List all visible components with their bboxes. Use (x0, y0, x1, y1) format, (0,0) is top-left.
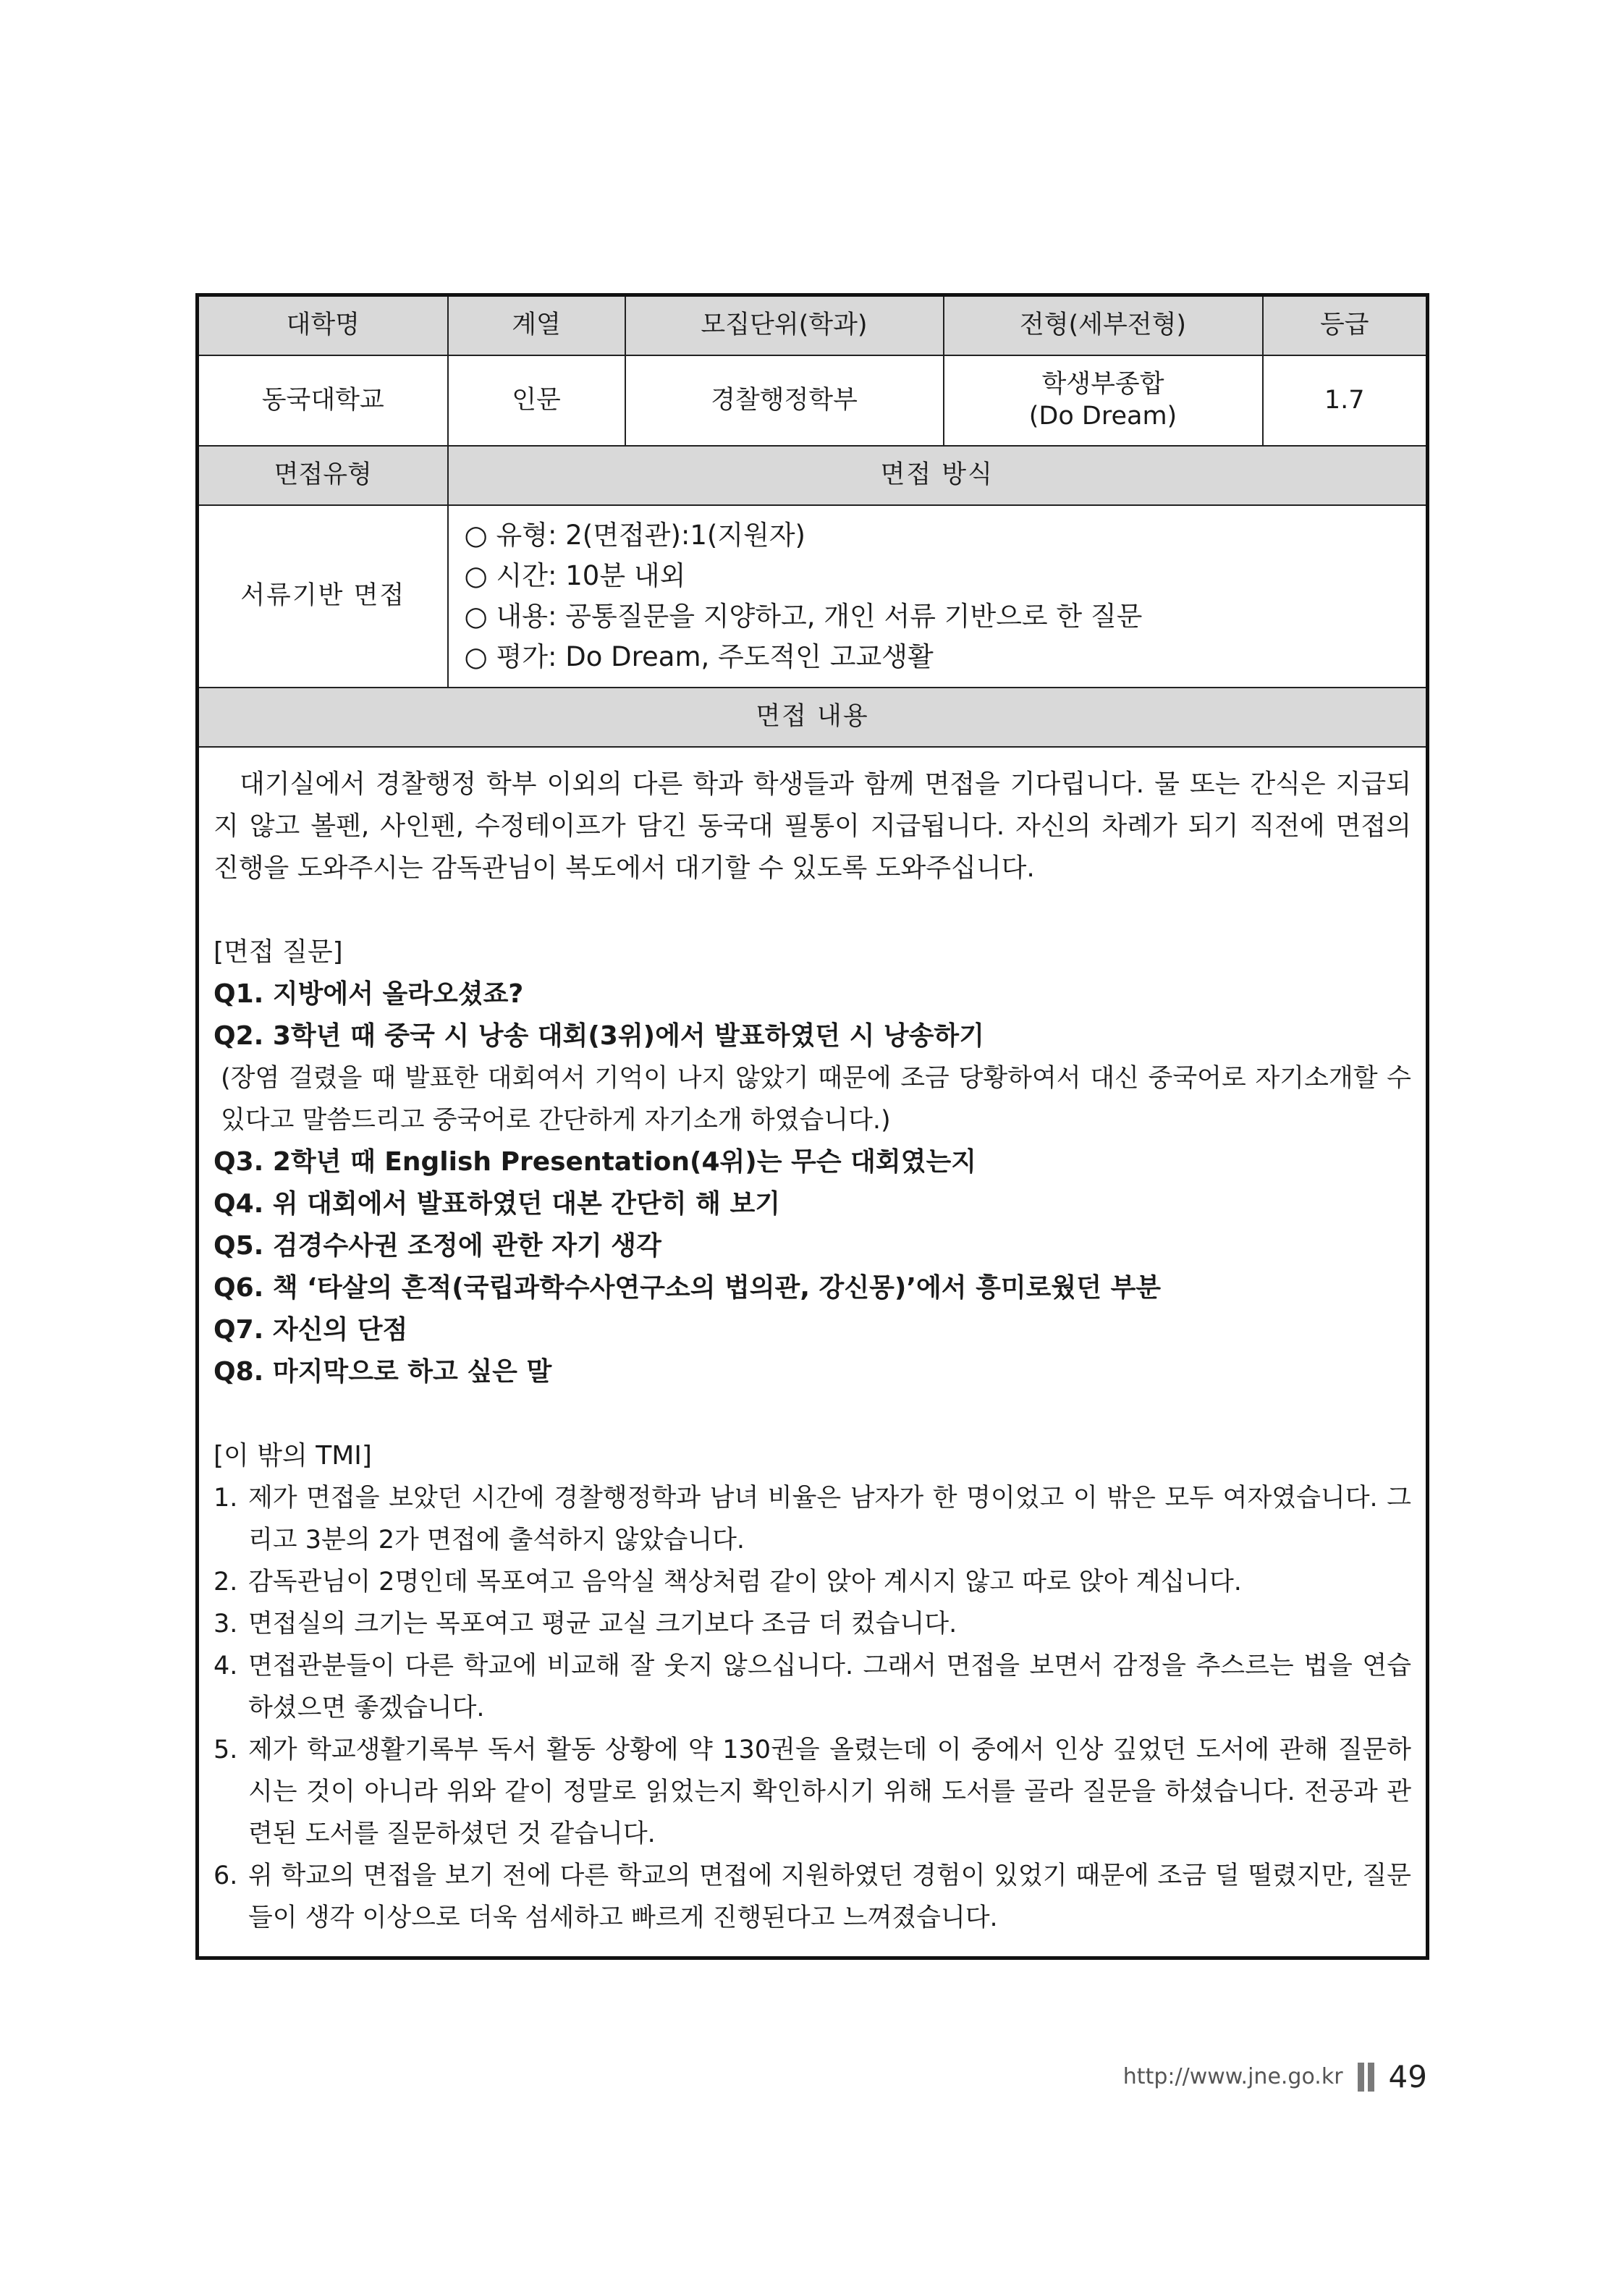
interview-header-row (198, 446, 1428, 505)
data-row (198, 355, 1428, 446)
tmi-item (213, 1645, 1411, 1729)
university-cell: 동국대학교 (198, 355, 448, 446)
footer-divider-icon (1358, 2063, 1374, 2092)
spacer (213, 889, 1411, 931)
department-cell: 경찰행정학부 (625, 355, 944, 446)
page-number: 49 (1388, 2059, 1427, 2094)
interview-type-header: 면접유형 (198, 446, 448, 505)
method-cell (448, 505, 1428, 688)
page-footer (1123, 2059, 1427, 2094)
question-3: Q3. 2학년 때 English Presentation(4위)는 무슨 대회였는지 (213, 1147, 977, 1177)
admission-cell (944, 355, 1263, 446)
spacer (213, 1393, 1411, 1435)
tmi-number: 3. (213, 1610, 238, 1639)
track-cell: 인문 (448, 355, 625, 446)
question-7: Q7. 자신의 단점 (213, 1315, 408, 1345)
method-line-content: ○ 내용: 공통질문을 지양하고, 개인 서류 기반으로 한 질문 (464, 601, 1143, 632)
interview-method-row (198, 505, 1428, 688)
question-4: Q4. 위 대회에서 발표하였던 대본 간단히 해 보기 (213, 1189, 781, 1219)
header-track: 계열 (448, 295, 625, 356)
header-admission: 전형(세부전형) (944, 295, 1263, 356)
question-2-note: (장염 걸렸을 때 발표한 대회여서 기억이 나지 않았기 때문에 조금 당황하여서 대신 중국어로 자기소개할 수 있다고 말씀드리고 중국어로 간단하게 자기소개 하였습니다.) (221, 1064, 1411, 1135)
content-row (198, 747, 1428, 1958)
tmi-text: 위 학교의 면접을 보기 전에 다른 학교의 면접에 지원하였던 경험이 있었기 때문에 조금 덜 떨렸지만, 질문들이 생각 이상으로 더욱 섬세하고 빠르게 진행된다고 느껴졌습니다. (248, 1861, 1411, 1932)
header-grade: 등급 (1263, 295, 1428, 356)
tmi-number: 5. (213, 1735, 238, 1764)
admission-line-1: 학생부종합 (1041, 369, 1164, 399)
question-2: Q2. 3학년 때 중국 시 낭송 대회(3위)에서 발표하였던 시 낭송하기 (213, 1021, 984, 1051)
question-1: Q1. 지방에서 올라오셨죠? (213, 979, 524, 1009)
tmi-text: 제가 면접을 보았던 시간에 경찰행정학과 남녀 비율은 남자가 한 명이었고 이 밖은 모두 여자였습니다. 그리고 3분의 2가 면접에 출석하지 않았습니다. (248, 1484, 1411, 1555)
tmi-text: 면접실의 크기는 목포여고 평균 교실 크기보다 조금 더 컸습니다. (248, 1610, 957, 1639)
questions-title: [면접 질문] (213, 937, 343, 967)
intro-paragraph: 대기실에서 경찰행정 학부 이외의 다른 학과 학생들과 함께 면접을 기다립니다. 물 또는 간식은 지급되지 않고 볼펜, 사인펜, 수정테이프가 담긴 동국대 필통이 지급됩니다. 자신의 차례가 되기 직전에 면접의 진행을 도와주시는 감독관님이 복도에서 대기할 수 있도록 도와주십니다. (213, 769, 1411, 883)
tmi-number: 2. (213, 1568, 238, 1597)
interview-type-value: 서류기반 면접 (198, 505, 448, 688)
tmi-text: 제가 학교생활기록부 독서 활동 상황에 약 130권을 올렸는데 이 중에서 인상 깊었던 도서에 관해 질문하시는 것이 아니라 위와 같이 정말로 읽었는지 확인하시기 위해 도서를 골라 질문을 하셨습니다. 전공과 관련된 도서를 질문하셨던 것 같습니다. (248, 1735, 1411, 1848)
content-header: 면접 내용 (198, 688, 1428, 747)
header-department: 모집단위(학과) (625, 295, 944, 356)
tmi-item (213, 1561, 1411, 1603)
header-row (198, 295, 1428, 356)
method-line-evaluation: ○ 평가: Do Dream, 주도적인 고교생활 (464, 641, 934, 672)
admission-line-2: (Do Dream) (1028, 401, 1177, 431)
method-line-time: ○ 시간: 10분 내외 (464, 560, 686, 591)
interview-table (195, 293, 1429, 1960)
tmi-number: 1. (213, 1484, 238, 1513)
tmi-item (213, 1477, 1411, 1561)
content-cell (198, 747, 1428, 1958)
question-8: Q8. 마지막으로 하고 싶은 말 (213, 1357, 552, 1387)
method-line-type: ○ 유형: 2(면접관):1(지원자) (464, 520, 805, 551)
question-5: Q5. 검경수사권 조정에 관한 자기 생각 (213, 1231, 661, 1261)
tmi-text: 감독관님이 2명인데 목포여고 음악실 책상처럼 같이 앉아 계시지 않고 따로 앉아 계십니다. (248, 1568, 1242, 1597)
tmi-item (213, 1729, 1411, 1855)
grade-cell: 1.7 (1263, 355, 1428, 446)
tmi-number: 6. (213, 1861, 238, 1890)
tmi-text: 면접관분들이 다른 학교에 비교해 잘 웃지 않으십니다. 그래서 면접을 보면서 감정을 추스르는 법을 연습하셨으면 좋겠습니다. (248, 1652, 1411, 1722)
question-6: Q6. 책 ‘타살의 흔적(국립과학수사연구소의 법의관, 강신몽)’에서 흥미로웠던 부분 (213, 1273, 1162, 1303)
tmi-title: [이 밖의 TMI] (213, 1441, 372, 1471)
tmi-item (213, 1855, 1411, 1939)
content-header-row (198, 688, 1428, 747)
tmi-item (213, 1603, 1411, 1645)
footer-url[interactable]: http://www.jne.go.kr (1122, 2064, 1343, 2089)
tmi-number: 4. (213, 1652, 238, 1680)
header-university: 대학명 (198, 295, 448, 356)
interview-method-header: 면접 방식 (448, 446, 1428, 505)
